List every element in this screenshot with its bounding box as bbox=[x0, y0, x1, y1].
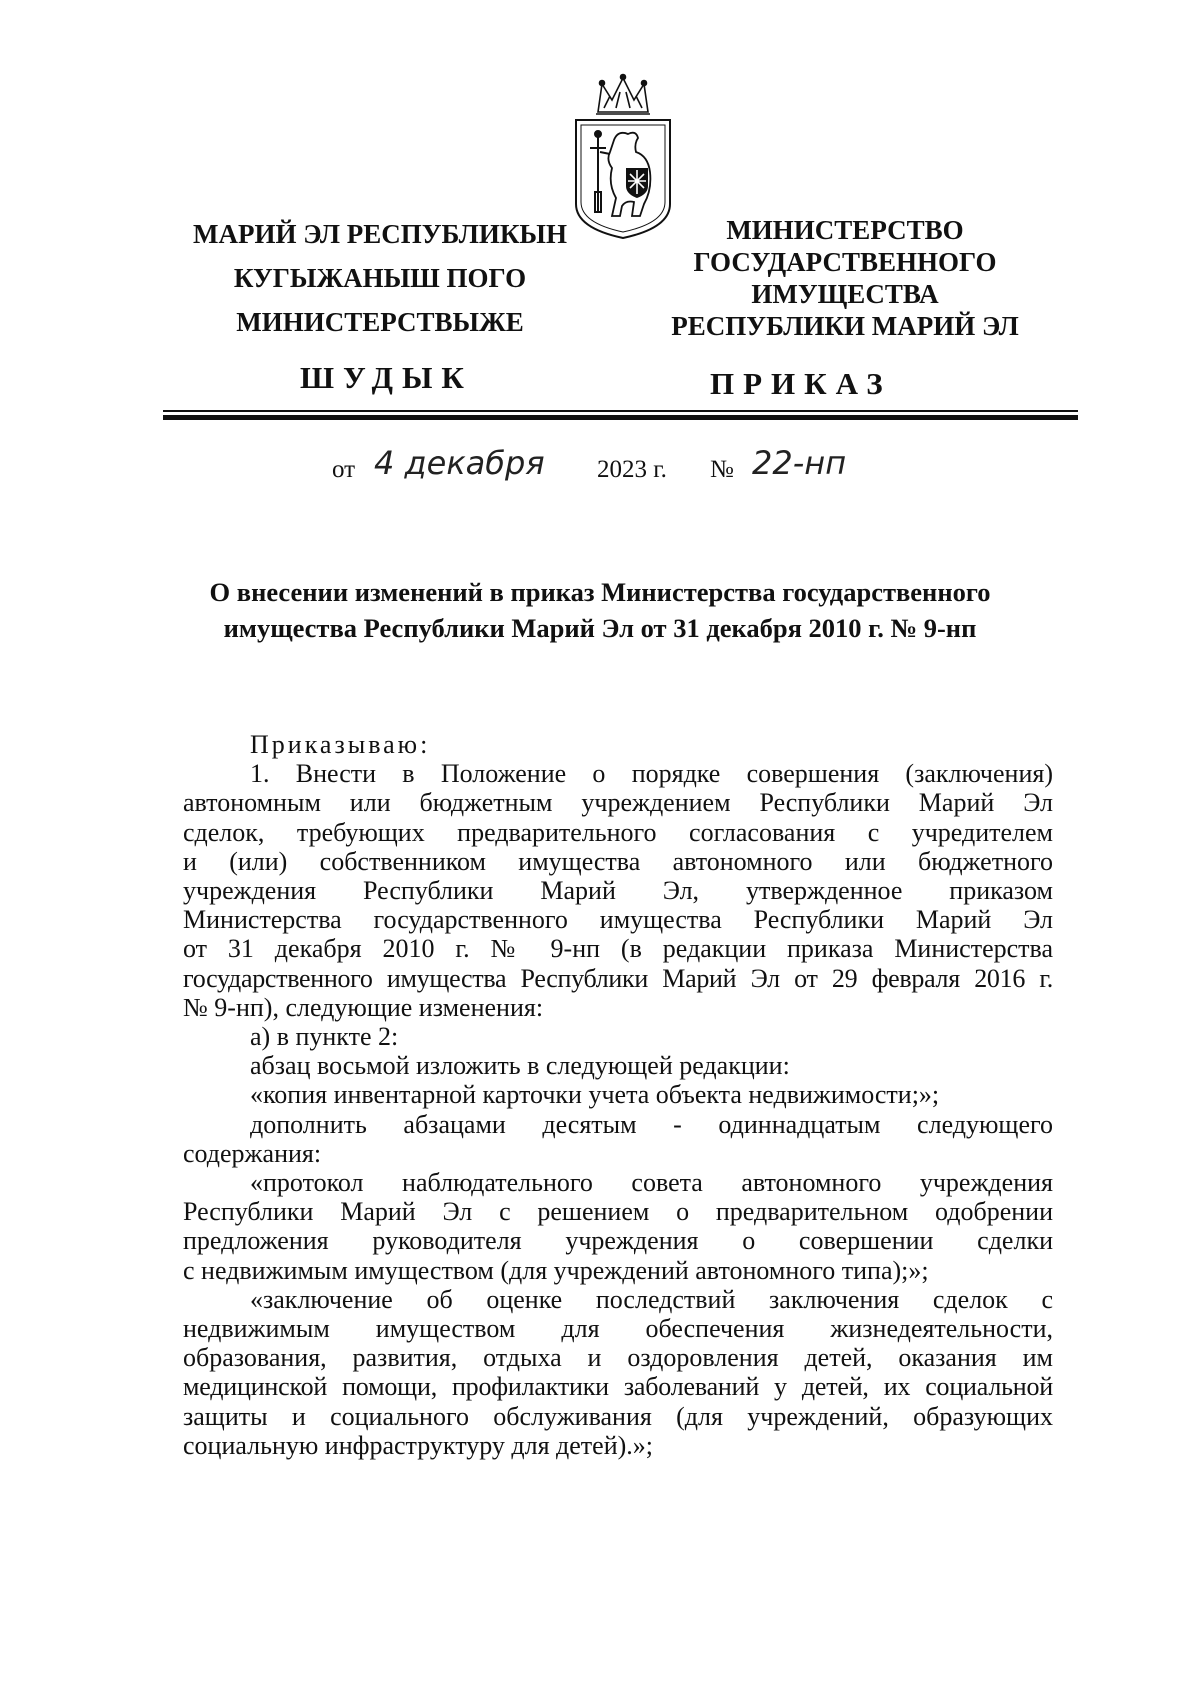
header-rule-thin bbox=[163, 410, 1078, 412]
handwritten-number: 22-нп bbox=[752, 444, 847, 482]
p1-line-3: сделок, требующих предварительного согласования с учредителем bbox=[183, 817, 1053, 847]
date-from-label: от bbox=[332, 456, 356, 483]
supplement-line-2: содержания: bbox=[183, 1138, 322, 1168]
quote-2-line-2: Республики Марий Эл с решением о предварительном одобрении bbox=[183, 1197, 1053, 1227]
quote-2-line-3: предложения руководителя учреждения о совершении сделки bbox=[183, 1226, 1053, 1256]
title-line-1: О внесении изменений в приказ Министерства государственного bbox=[209, 577, 991, 607]
p1-line-7: от 31 декабря 2010 г. № 9-нп (в редакции приказа Министерства bbox=[183, 934, 1053, 964]
header-right-line-1: МИНИСТЕРСТВО bbox=[726, 215, 964, 245]
doc-type-right: ПРИКАЗ bbox=[710, 366, 892, 401]
header-left-line-1: МАРИЙ ЭЛ РЕСПУБЛИКЫН bbox=[193, 219, 567, 249]
order-word: Приказываю: bbox=[250, 730, 431, 759]
handwritten-date: 4 декабря bbox=[374, 444, 545, 482]
header-left-line-2: КУГЫЖАНЫШ ПОГО bbox=[233, 263, 527, 293]
quote-1: «копия инвентарной карточки учета объекта недвижимости;»; bbox=[250, 1080, 940, 1110]
quote-3-line-5: защиты и социального обслуживания (для учреждений, образующих bbox=[183, 1401, 1053, 1431]
p1-line-1: 1. Внести в Положение о порядке совершения (заключения) bbox=[250, 759, 1053, 789]
document-title bbox=[150, 574, 1050, 646]
paragraph-8-note: абзац восьмой изложить в следующей редакции: bbox=[250, 1051, 790, 1081]
p1-line-6: Министерства государственного имущества Республики Марий Эл bbox=[183, 905, 1053, 935]
quote-3-line-6: социальную инфраструктуру для детей).»; bbox=[183, 1430, 653, 1460]
quote-3-line-4: медицинской помощи, профилактики заболеваний у детей, их социальной bbox=[183, 1372, 1053, 1402]
p1-line-5: учреждения Республики Марий Эл, утвержденное приказом bbox=[183, 876, 1053, 906]
quote-3-line-1: «заключение об оценке последствий заключения сделок с bbox=[250, 1284, 1053, 1314]
supplement-line-1: дополнить абзацами десятым - одиннадцатым следующего bbox=[250, 1109, 1053, 1139]
quote-3-line-2: недвижимым имуществом для обеспечения жизнедеятельности, bbox=[183, 1314, 1053, 1344]
p1-line-2: автономным или бюджетным учреждением Республики Марий Эл bbox=[183, 788, 1053, 818]
document-body bbox=[183, 730, 1053, 1460]
quote-3-line-3: образования, развития, отдыха и оздоровления детей, оказания им bbox=[183, 1343, 1053, 1373]
header-right bbox=[660, 214, 1030, 342]
header-right-line-3: ИМУЩЕСТВА bbox=[751, 279, 939, 309]
item-a: а) в пункте 2: bbox=[250, 1022, 399, 1052]
doc-type-left: ШУДЫК bbox=[300, 360, 473, 395]
header-left bbox=[180, 212, 580, 344]
header-rule-thick bbox=[163, 415, 1078, 420]
quote-2-line-4: с недвижимым имуществом (для учреждений автономного типа);»; bbox=[183, 1255, 929, 1285]
date-year-label: 2023 г. bbox=[597, 456, 667, 483]
header-left-line-3: МИНИСТЕРСТВЫЖЕ bbox=[236, 307, 524, 337]
date-number-line bbox=[332, 442, 932, 492]
p1-line-8: государственного имущества Республики Марий Эл от 29 февраля 2016 г. bbox=[183, 963, 1053, 993]
number-sign-label: № bbox=[710, 456, 734, 483]
p1-line-4: и (или) собственником имущества автономного или бюджетного bbox=[183, 846, 1053, 876]
header-right-line-2: ГОСУДАРСТВЕННОГО bbox=[693, 247, 997, 277]
title-line-2: имущества Республики Марий Эл от 31 декабря 2010 г. № 9-нп bbox=[223, 613, 977, 643]
header-right-line-4: РЕСПУБЛИКИ МАРИЙ ЭЛ bbox=[671, 311, 1019, 341]
p1-line-9: № 9-нп), следующие изменения: bbox=[183, 992, 544, 1022]
quote-2-line-1: «протокол наблюдательного совета автономного учреждения bbox=[250, 1168, 1053, 1198]
